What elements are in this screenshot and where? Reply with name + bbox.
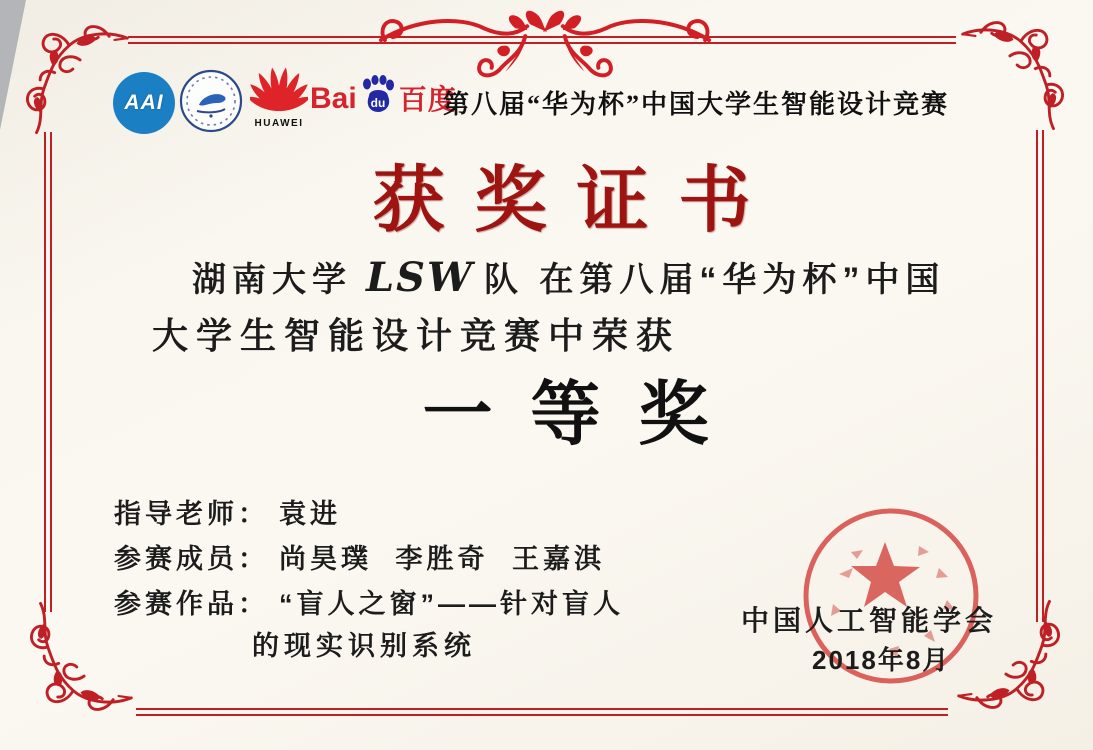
huawei-logo-text: HUAWEI <box>254 118 304 129</box>
award-grade: 一等奖 <box>422 377 747 454</box>
aai-logo-text: AAI <box>124 91 164 114</box>
body-line1-pre: 湖南大学 <box>192 261 352 299</box>
team-name: LSW <box>366 254 474 301</box>
body-line-2: 大学生智能设计竞赛中荣获 <box>152 315 681 356</box>
baidu-du-text: du <box>370 96 386 110</box>
aai-logo-icon <box>113 72 175 134</box>
advisor-label: 指导老师： <box>114 499 269 529</box>
body-line-1 <box>192 252 945 301</box>
issuer-name: 中国人工智能学会 <box>741 605 998 636</box>
baidu-cn-text: 百度 <box>398 84 457 115</box>
body-line1-post: 队 在第八届“华为杯”中国 <box>483 261 946 299</box>
university-seal-icon <box>179 69 243 133</box>
detail-row-advisor <box>114 492 341 531</box>
certificate-title: 获奖证书 <box>372 157 781 242</box>
competition-title: 第八届“华为杯”中国大学生智能设计竞赛 <box>443 90 950 119</box>
entry-value: “盲人之窗”——针对盲人 <box>279 589 624 619</box>
entry-value-continuation: 的现实识别系统 <box>252 631 476 661</box>
certificate-date: 2018年8月 <box>812 645 951 675</box>
detail-row-members <box>114 537 605 576</box>
huawei-logo <box>248 66 310 130</box>
baidu-paw-icon <box>359 74 397 114</box>
top-center-ornament <box>377 6 713 82</box>
baidu-bai-text: Bai <box>310 82 357 115</box>
baidu-logo <box>310 74 457 114</box>
advisor-value: 袁进 <box>279 499 341 529</box>
entry-label: 参赛作品： <box>114 589 269 619</box>
detail-row-entry <box>114 582 624 621</box>
members-label: 参赛成员： <box>114 544 269 574</box>
huawei-petals-icon <box>250 66 308 112</box>
members-value: 尚昊璞 李胜奇 王嘉淇 <box>279 544 606 574</box>
border-bottom <box>136 708 948 716</box>
